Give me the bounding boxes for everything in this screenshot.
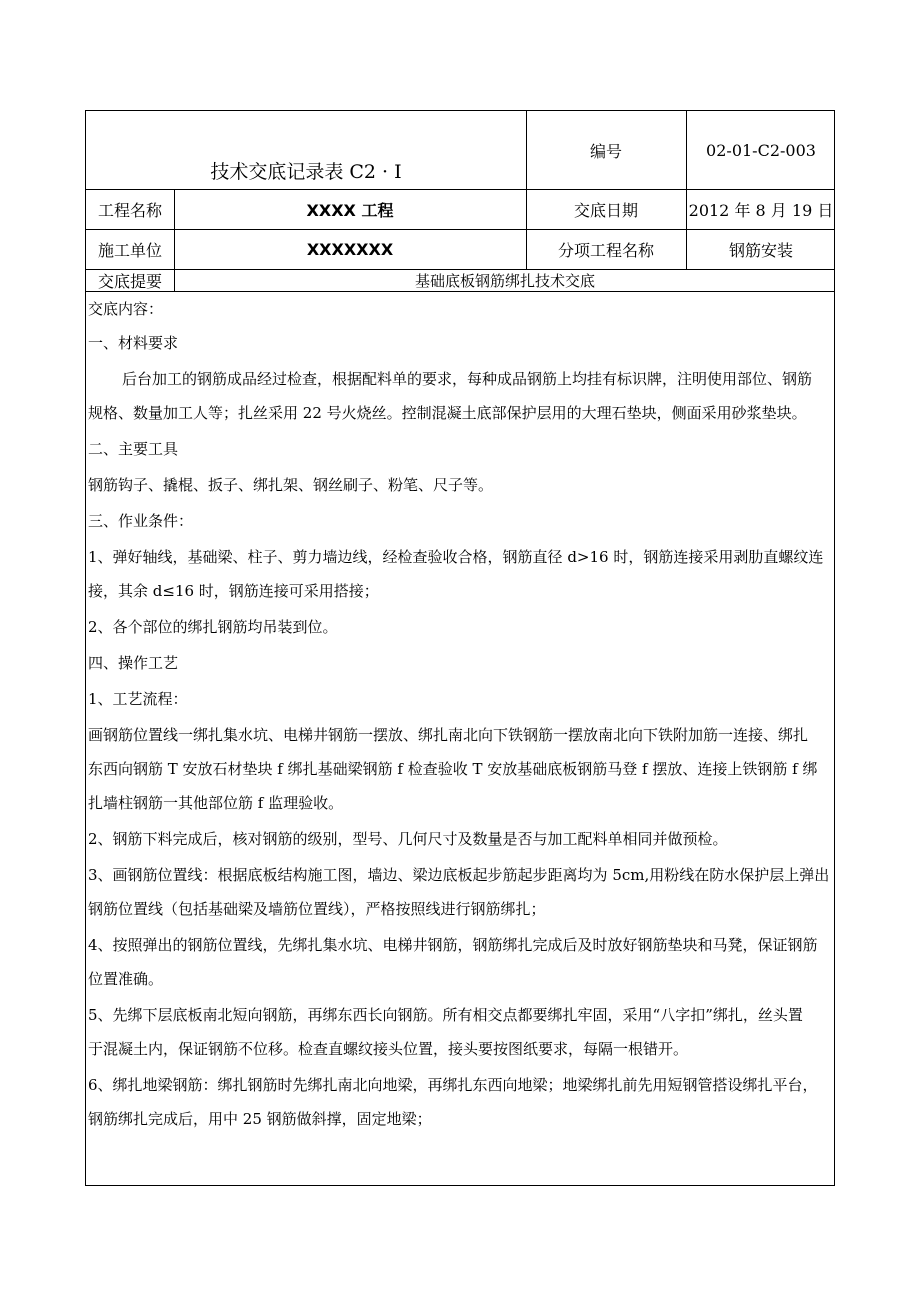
construction-unit-value: XXXXXXX: [306, 239, 394, 259]
paragraph-line: 于混凝土内，保证钢筋不位移。检查直螺纹接头位置，接头要按图纸要求，每隔一根错开。: [88, 1040, 689, 1058]
project-name-value: XXXX 工程: [306, 200, 394, 220]
paragraph-line: 规格、数量加工人等；扎丝采用 22 号火烧丝。控制混凝土底部保护层用的大理石垫块，侧面采用砂浆垫块。: [88, 404, 807, 422]
sub-item-label: 分项工程名称: [557, 240, 654, 260]
paragraph-line: 接，其余 d≤16 时，钢筋连接可采用搭接；: [88, 582, 379, 600]
summary-value: 基础底板钢筋绑扎技术交底: [414, 271, 595, 290]
section-heading: 四、操作工艺: [88, 654, 179, 672]
section-heading: 一、材料要求: [88, 334, 179, 352]
disclosure-date-label: 交底日期: [573, 200, 638, 220]
technical-disclosure-form: [85, 110, 835, 1186]
paragraph-line: 1、弹好轴线，基础梁、柱子、剪力墙边线，经检查验收合格，钢筋直径 d>16 时，钢筋连接采用剥肋直螺纹连: [88, 548, 824, 566]
section-heading: 三、作业条件：: [88, 512, 194, 530]
paragraph-line: 钢筋绑扎完成后，用中 25 钢筋做斜撑，固定地梁；: [88, 1110, 432, 1128]
paragraph-line: 钢筋钩子、撬棍、扳子、绑扎架、钢丝刷子、粉笔、尺子等。: [88, 476, 494, 494]
number-value: 02-01-C2-003: [706, 140, 816, 160]
paragraph-line: 画钢筋位置线一绑扎集水坑、电梯井钢筋一摆放、绑扎南北向下铁钢筋一摆放南北向下铁附加筋一连接、绑扎: [88, 726, 809, 744]
paragraph-line: 钢筋位置线（包括基础梁及墙筋位置线），严格按照线进行钢筋绑扎；: [88, 900, 546, 918]
paragraph-line: 1、工艺流程：: [88, 690, 188, 708]
paragraph-line: 位置准确。: [88, 970, 164, 988]
project-name-label: 工程名称: [97, 200, 162, 220]
paragraph-line: 3、画钢筋位置线：根据底板结构施工图，墙边、梁边底板起步筋起步距离均为 5cm,用粉线在防水保护层上弹出: [88, 866, 830, 884]
content-intro: 交底内容：: [88, 300, 164, 318]
paragraph-line: 5、先绑下层底板南北短向钢筋，再绑东西长向钢筋。所有相交点都要绑扎牢固，采用“八字扣”绑扎，丝头置: [88, 1006, 803, 1024]
paragraph-line: 后台加工的钢筋成品经过检查，根据配料单的要求，每种成品钢筋上均挂有标识牌，注明使用部位、钢筋: [122, 370, 813, 388]
paragraph-line: 6、绑扎地梁钢筋：绑扎钢筋时先绑扎南北向地梁，再绑扎东西向地梁；地梁绑扎前先用短钢管搭设绑扎平台，: [88, 1076, 818, 1094]
number-label: 编号: [589, 141, 622, 161]
summary-label: 交底提要: [97, 271, 162, 291]
paragraph-line: 4、按照弹出的钢筋位置线，先绑扎集水坑、电梯井钢筋，钢筋绑扎完成后及时放好钢筋垫块和马凳，保证钢筋: [88, 936, 818, 954]
form-title: 技术交底记录表 C2 · I: [210, 160, 402, 183]
paragraph-line: 2、钢筋下料完成后，核对钢筋的级别，型号、几何尺寸及数量是否与加工配料单相同并做预检。: [88, 830, 728, 848]
construction-unit-label: 施工单位: [97, 240, 162, 260]
paragraph-line: 2、各个部位的绑扎钢筋均吊装到位。: [88, 618, 338, 636]
row-divider: [86, 291, 834, 292]
section-heading: 二、主要工具: [88, 440, 179, 458]
paragraph-line: 东西向钢筋 T 安放石材垫块 f 绑扎基础梁钢筋 f 检查验收 T 安放基础底板钢筋马登 f 摆放、连接上铁钢筋 f 绑: [88, 760, 818, 778]
disclosure-date-value: 2012 年 8 月 19 日: [688, 200, 834, 220]
sub-item-value: 钢筋安装: [728, 240, 793, 260]
paragraph-line: 扎墙柱钢筋一其他部位筋 f 监理验收。: [88, 794, 344, 812]
